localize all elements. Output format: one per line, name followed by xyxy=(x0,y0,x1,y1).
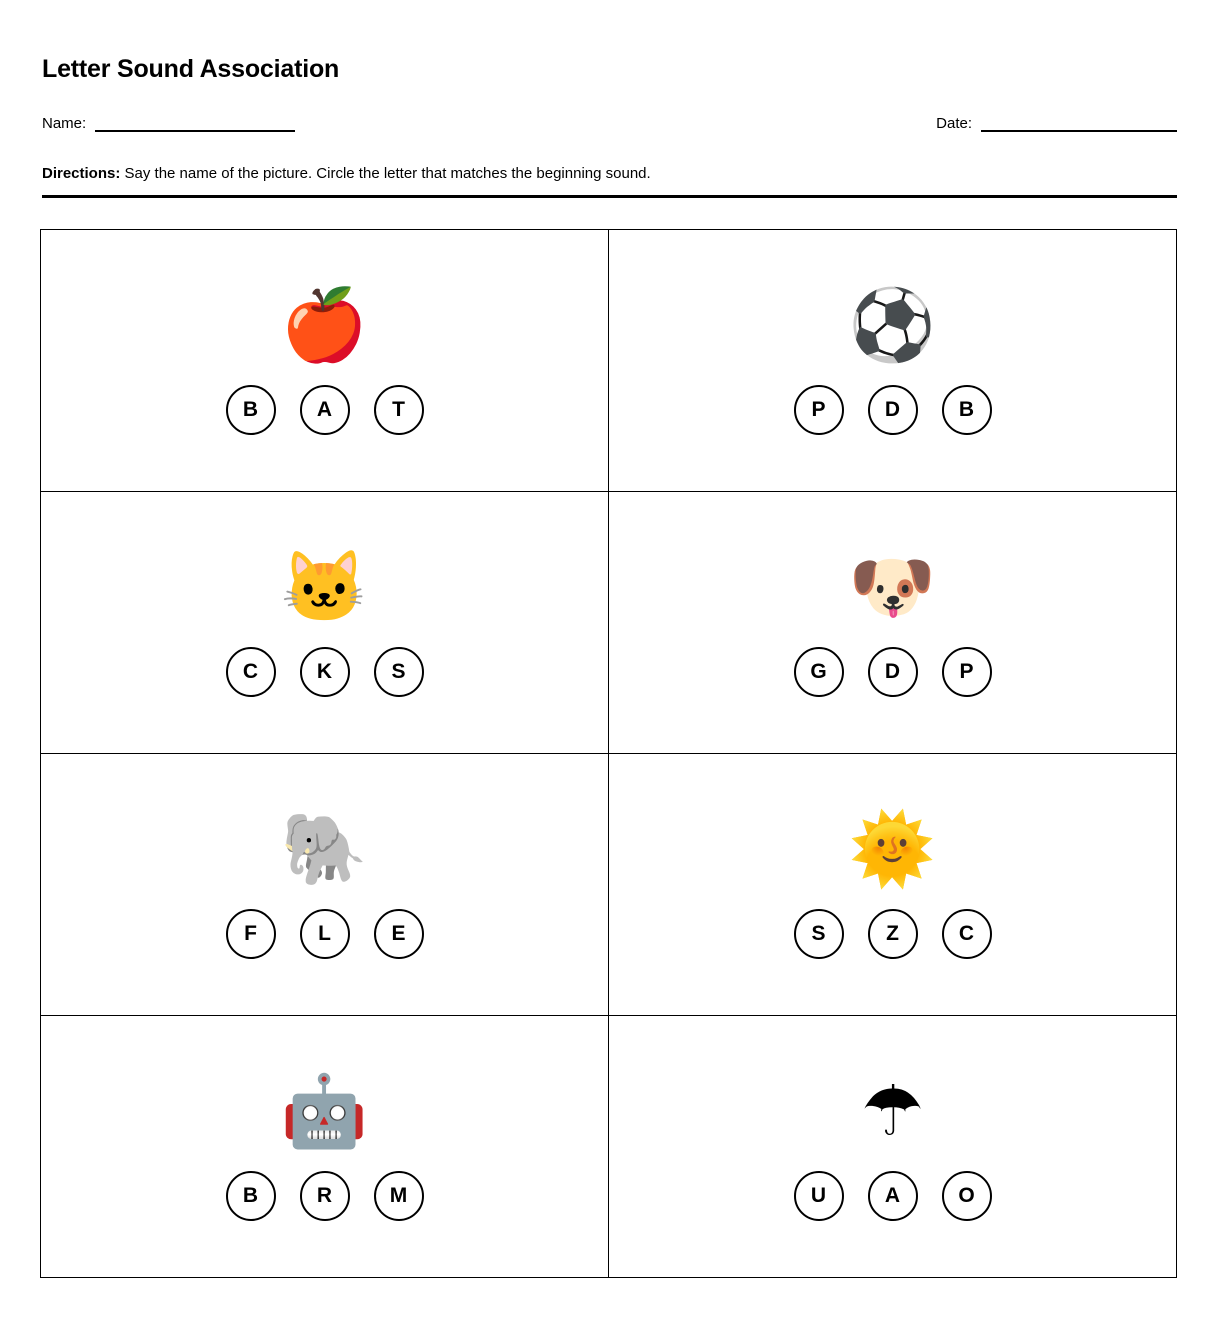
choice-option[interactable]: T xyxy=(374,385,424,435)
directions-label: Directions: xyxy=(42,164,121,182)
choice-option[interactable]: F xyxy=(226,909,276,959)
choice-option[interactable]: Z xyxy=(868,909,918,959)
choice-option[interactable]: B xyxy=(226,1171,276,1221)
elephant-icon: 🐘 xyxy=(280,809,369,888)
choice-option[interactable]: C xyxy=(942,909,992,959)
choice-option[interactable]: A xyxy=(868,1171,918,1221)
choice-option[interactable]: D xyxy=(868,647,918,697)
choice-option[interactable]: P xyxy=(942,647,992,697)
directions-text: Say the name of the picture. Circle the letter that matches the beginning sound. xyxy=(120,164,651,182)
choice-option[interactable]: B xyxy=(942,385,992,435)
choice-group-6 xyxy=(794,909,992,959)
problem-grid xyxy=(40,229,1177,1278)
problem-cell-3[interactable] xyxy=(41,492,609,754)
name-write-line[interactable] xyxy=(95,129,295,132)
problem-cell-8[interactable] xyxy=(609,1016,1177,1278)
choice-option[interactable]: U xyxy=(794,1171,844,1221)
choice-option[interactable]: P xyxy=(794,385,844,435)
choice-option[interactable]: A xyxy=(300,385,350,435)
choice-option[interactable]: C xyxy=(226,647,276,697)
choice-option[interactable]: G xyxy=(794,647,844,697)
problem-cell-6[interactable] xyxy=(609,754,1177,1016)
date-field[interactable] xyxy=(936,116,1177,132)
name-date-row xyxy=(42,110,1177,132)
dog-face-icon: 🐶 xyxy=(848,547,937,626)
choice-group-3 xyxy=(226,647,424,697)
choice-option[interactable]: B xyxy=(226,385,276,435)
table-row xyxy=(41,492,1177,754)
choice-group-4 xyxy=(794,647,992,697)
name-field[interactable] xyxy=(42,116,295,132)
umbrella-icon: ☂ xyxy=(861,1071,924,1150)
choice-option[interactable]: S xyxy=(794,909,844,959)
sun-icon: 🌞 xyxy=(848,809,937,888)
soccer-ball-icon: ⚽ xyxy=(848,285,937,364)
problem-cell-4[interactable] xyxy=(609,492,1177,754)
choice-group-2 xyxy=(794,385,992,435)
problem-cell-7[interactable] xyxy=(41,1016,609,1278)
problem-cell-5[interactable] xyxy=(41,754,609,1016)
choice-option[interactable]: R xyxy=(300,1171,350,1221)
problem-cell-1[interactable] xyxy=(41,230,609,492)
cat-face-icon: 🐱 xyxy=(280,547,369,626)
choice-option[interactable]: S xyxy=(374,647,424,697)
choice-group-7 xyxy=(226,1171,424,1221)
choice-option[interactable]: L xyxy=(300,909,350,959)
choice-group-5 xyxy=(226,909,424,959)
choice-group-1 xyxy=(226,385,424,435)
page-title: Letter Sound Association xyxy=(42,55,340,83)
choice-option[interactable]: E xyxy=(374,909,424,959)
apple-icon: 🍎 xyxy=(280,285,369,364)
robot-icon: 🤖 xyxy=(280,1071,369,1150)
choice-group-8 xyxy=(794,1171,992,1221)
problem-cell-2[interactable] xyxy=(609,230,1177,492)
date-write-line[interactable] xyxy=(981,129,1177,132)
date-label: Date: xyxy=(936,114,972,132)
table-row xyxy=(41,1016,1177,1278)
directions xyxy=(42,165,1177,184)
table-row xyxy=(41,754,1177,1016)
header-divider xyxy=(42,195,1177,198)
table-row xyxy=(41,230,1177,492)
choice-option[interactable]: K xyxy=(300,647,350,697)
name-label: Name: xyxy=(42,114,87,132)
choice-option[interactable]: M xyxy=(374,1171,424,1221)
choice-option[interactable]: D xyxy=(868,385,918,435)
choice-option[interactable]: O xyxy=(942,1171,992,1221)
